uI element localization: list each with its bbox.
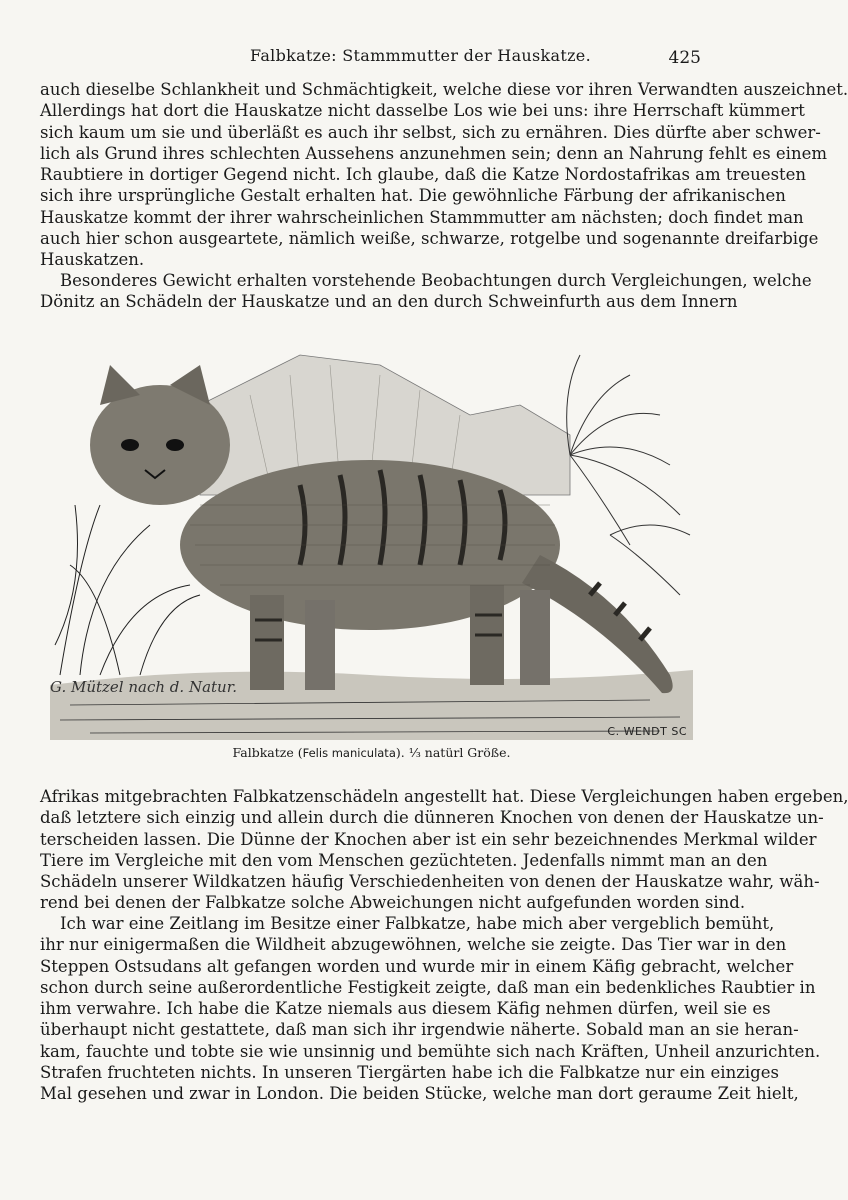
text-line: Raubtiere in dortiger Gegend nicht. Ich glaube, daß die Katze Nordostafrikas am treuesten <box>40 165 807 185</box>
text-line: Tiere im Vergleiche mit den vom Menschen gezüchteten. Jedenfalls nimmt man an den <box>40 850 768 870</box>
paragraph-2 <box>40 270 812 313</box>
text-line: kam, fauchte und tobte sie wie unsinnig und bemühte sich nach Kräften, Unheil anzurichten. <box>40 1041 821 1061</box>
text-line: sich ihre ursprüngliche Gestalt erhalten hat. Die gewöhnliche Färbung der afrikanischen <box>40 186 786 206</box>
text-line: Hauskatzen. <box>40 250 145 270</box>
text-line: terscheiden lassen. Die Dünne der Knochen aber ist ein sehr bezeichnendes Merkmal wilder <box>40 829 817 849</box>
text-line: Dönitz an Schädeln der Hauskatze und an den durch Schweinfurth aus dem Innern <box>40 292 738 312</box>
running-head: Falbkatze: Stammmutter der Hauskatze. <box>250 46 591 65</box>
text-line: daß letztere sich einzig und allein durch die dünneren Knochen von denen der Hauskatze un- <box>40 808 824 828</box>
text-line: Ich war eine Zeitlang im Besitze einer Falbkatze, habe mich aber vergeblich bemüht, <box>60 914 775 933</box>
figure-caption <box>0 745 743 760</box>
text-line: auch hier schon ausgeartete, nämlich weiße, schwarze, rotgelbe und sogenannte dreifarbige <box>40 229 819 249</box>
text-line: Mal gesehen und zwar in London. Die beiden Stücke, welche man dort geraume Zeit hielt, <box>40 1084 799 1104</box>
text-line: überhaupt nicht gestattete, daß man sich ihr irgendwie näherte. Sobald man an sie heran- <box>40 1020 799 1040</box>
page-number: 425 <box>668 48 701 68</box>
paragraph-1 <box>40 79 848 271</box>
engraver-signature: C. WENDT SC <box>607 725 687 738</box>
caption-prefix: Falbkatze ( <box>232 745 303 760</box>
text-line: Hauskatze kommt der ihrer wahrscheinlichen Stammmutter am nächsten; doch findet man <box>40 207 804 227</box>
text-line: Allerdings hat dort die Hauskatze nicht dasselbe Los wie bei uns: ihre Herrschaft kümmert <box>40 101 805 121</box>
text-line: rend bei denen der Falbkatze solche Abweichungen nicht aufgefunden worden sind. <box>40 893 746 913</box>
paragraph-3 <box>40 786 848 914</box>
caption-latin-name: Felis maniculata <box>302 746 396 760</box>
text-line: Strafen fruchteten nichts. In unseren Tiergärten habe ich die Falbkatze nur ein einziges <box>40 1063 779 1083</box>
text-line: auch dieselbe Schlankheit und Schmächtigkeit, welche diese vor ihren Verwandten auszeichnet. <box>40 80 848 99</box>
artist-signature: G. Mützel nach d. Natur. <box>50 678 237 696</box>
paragraph-4 <box>40 913 821 1105</box>
text-line: schon durch seine außerordentliche Festigkeit zeigte, daß man ein bedenkliches Raubtier in <box>40 977 816 997</box>
text-line: Besonderes Gewicht erhalten vorstehende Beobachtungen durch Vergleichungen, welche <box>60 271 812 290</box>
caption-suffix: ). ⅓ natürl Größe. <box>395 745 511 760</box>
text-line: Afrikas mitgebrachten Falbkatzenschädeln angestellt hat. Diese Vergleichungen haben ergeben, <box>40 787 848 806</box>
text-line: ihr nur einigermaßen die Wildheit abzugewöhnen, welche sie zeigte. Das Tier war in den <box>40 935 787 955</box>
wildcat-illustration <box>50 345 693 740</box>
text-line: sich kaum um sie und überläßt es auch ihr selbst, sich zu ernähren. Dies dürfte aber schwer- <box>40 122 821 142</box>
text-line: Steppen Ostsudans alt gefangen worden und wurde mir in einem Käfig gebracht, welcher <box>40 956 794 976</box>
page-header <box>0 46 743 72</box>
text-line: Schädeln unserer Wildkatzen häufig Verschiedenheiten von denen der Hauskatze wahr, wäh- <box>40 872 820 892</box>
text-line: ihm verwahre. Ich habe die Katze niemals aus diesem Käfig nehmen dürfen, weil sie es <box>40 999 771 1019</box>
text-line: lich als Grund ihres schlechten Aussehens anzunehmen sein; denn an Nahrung fehlt es einem <box>40 143 827 163</box>
